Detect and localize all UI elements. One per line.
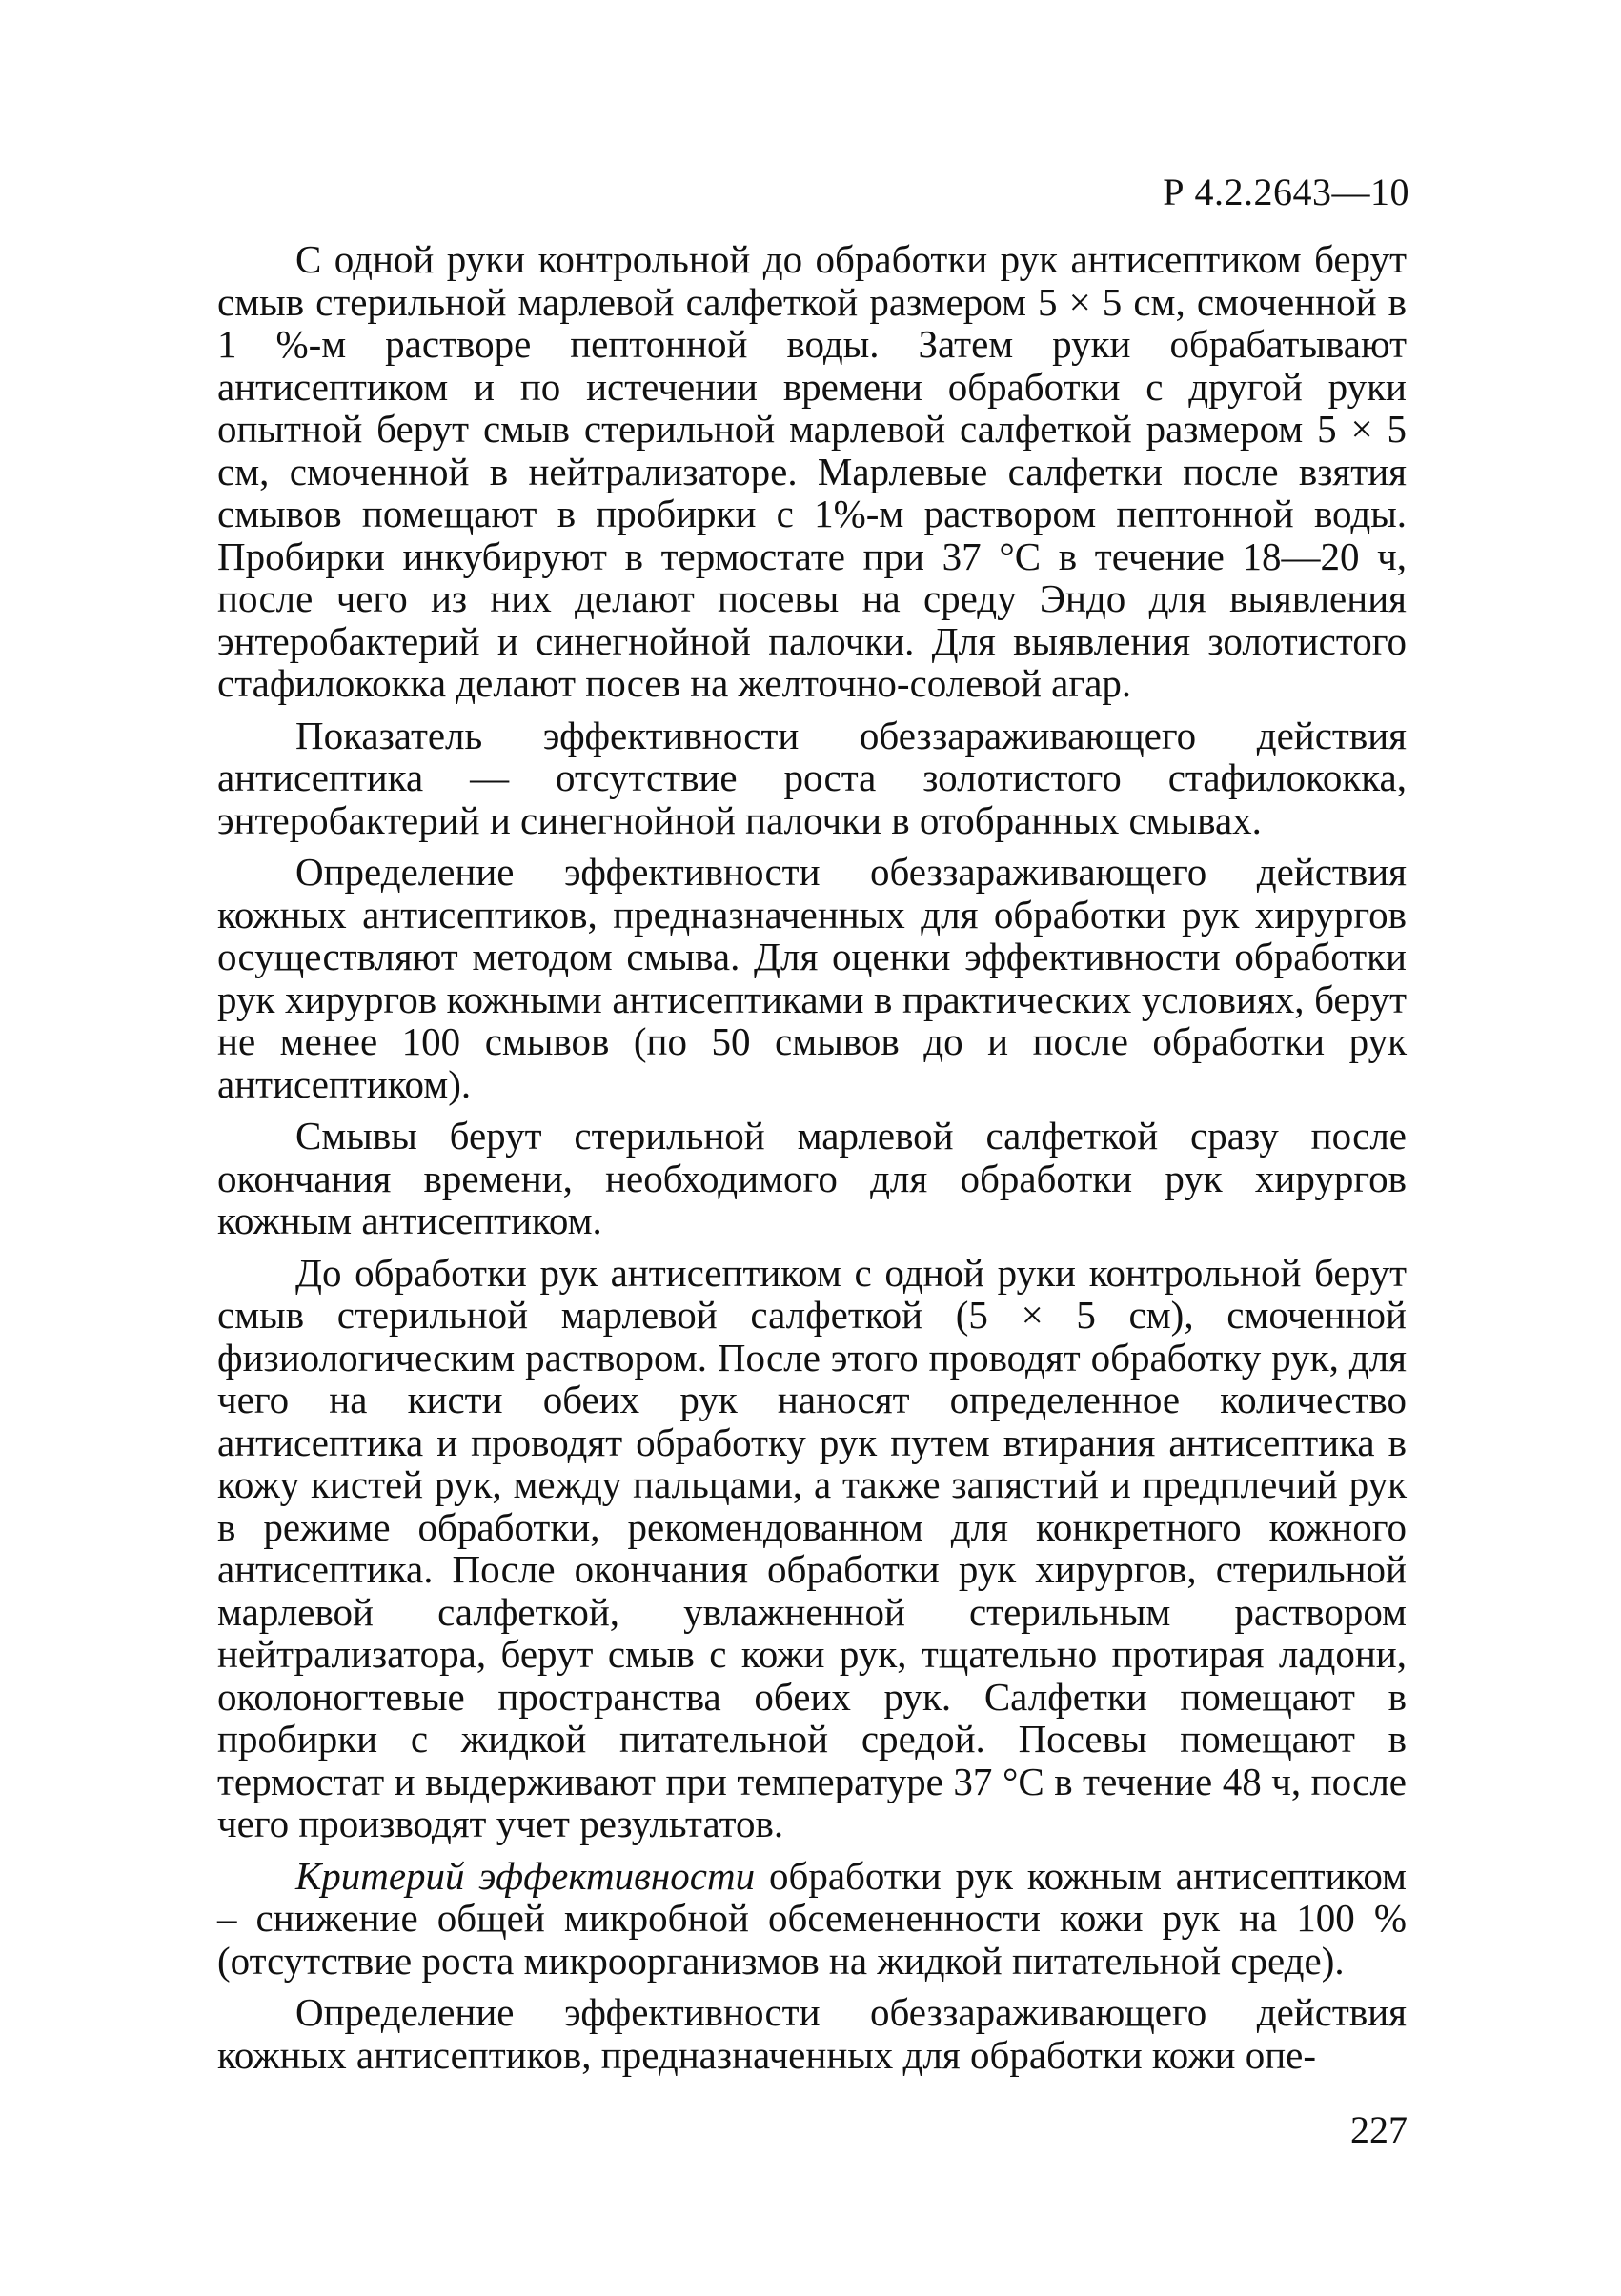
criterion-text: обработки рук кожным антисептиком – снижение общей микробной обсемененности кожи рук на 100 % (отсутствие роста микроорганизмов на жидкой питательной среде). <box>217 1853 1407 1983</box>
paragraph-4: Смывы берут стерильной марлевой салфеткой сразу после окончания времени, необходимого для обработки рук хирургов кожным антисептиком. <box>217 1114 1407 1242</box>
body-text <box>217 238 1407 2076</box>
paragraph-7: Определение эффективности обеззараживающего действия кожных антисептиков, предназначенных для обработки кожи опе- <box>217 1990 1407 2077</box>
criterion-term: Критерий эффективности <box>295 1853 756 1898</box>
paragraph-6 <box>217 1855 1407 1983</box>
paragraph-1: С одной руки контрольной до обработки рук антисептиком берут смыв стерильной марлевой салфеткой размером 5 × 5 см, смоченной в 1 %-м растворе пептонной воды. Затем руки обрабатывают антисептиком и по истечении времени обработки с другой руки опытной берут смыв стерильной марлевой салфеткой размером 5 × 5 см, смоченной в нейтрализаторе. Марлевые салфетки после взятия смывов помещают в пробирки с 1%-м раствором пептонной воды. Пробирки инкубируют в термостате при 37 °С в течение 18—20 ч, после чего из них делают посевы на среду Эндо для выявления энтеробактерий и синегнойной палочки. Для выявления золотистого стафилококка делают посев на желточно-солевой агар. <box>217 237 1407 705</box>
paragraph-3: Определение эффективности обеззараживающего действия кожных антисептиков, предназначенных для обработки рук хирургов осуществляют методом смыва. Для оценки эффективности обработки рук хирургов кожными антисептиками в практических условиях, берут не менее 100 смывов (по 50 смывов до и после обработки рук антисептиком). <box>217 850 1407 1106</box>
paragraph-2: Показатель эффективности обеззараживающего действия антисептика — отсутствие роста золотистого стафилококка, энтеробактерий и синегнойной палочки в отобранных смывах. <box>217 713 1407 842</box>
document-code: Р 4.2.2643—10 <box>1163 171 1409 213</box>
paragraph-5: До обработки рук антисептиком с одной руки контрольной берут смыв стерильной марлевой салфеткой (5 × 5 см), смоченной физиологическим раствором. После этого проводят обработку рук, для чего на кисти обеих рук наносят определенное количество антисептика и проводят обработку рук путем втирания антисептика в кожу кистей рук, между пальцами, а также запястий и предплечий рук в режиме обработки, рекомендованном для конкретного кожного антисептика. После окончания обработки рук хирургов, стерильной марлевой салфеткой, увлажненной стерильным раствором нейтрализатора, берут смыв с кожи рук, тщательно протирая ладони, околоногтевые пространства обеих рук. Салфетки помещают в пробирки с жидкой питательной средой. Посевы помещают в термостат и выдерживают при температуре 37 °С в течение 48 ч, после чего производят учет результатов. <box>217 1250 1407 1845</box>
page-number: 227 <box>1350 2108 1408 2151</box>
